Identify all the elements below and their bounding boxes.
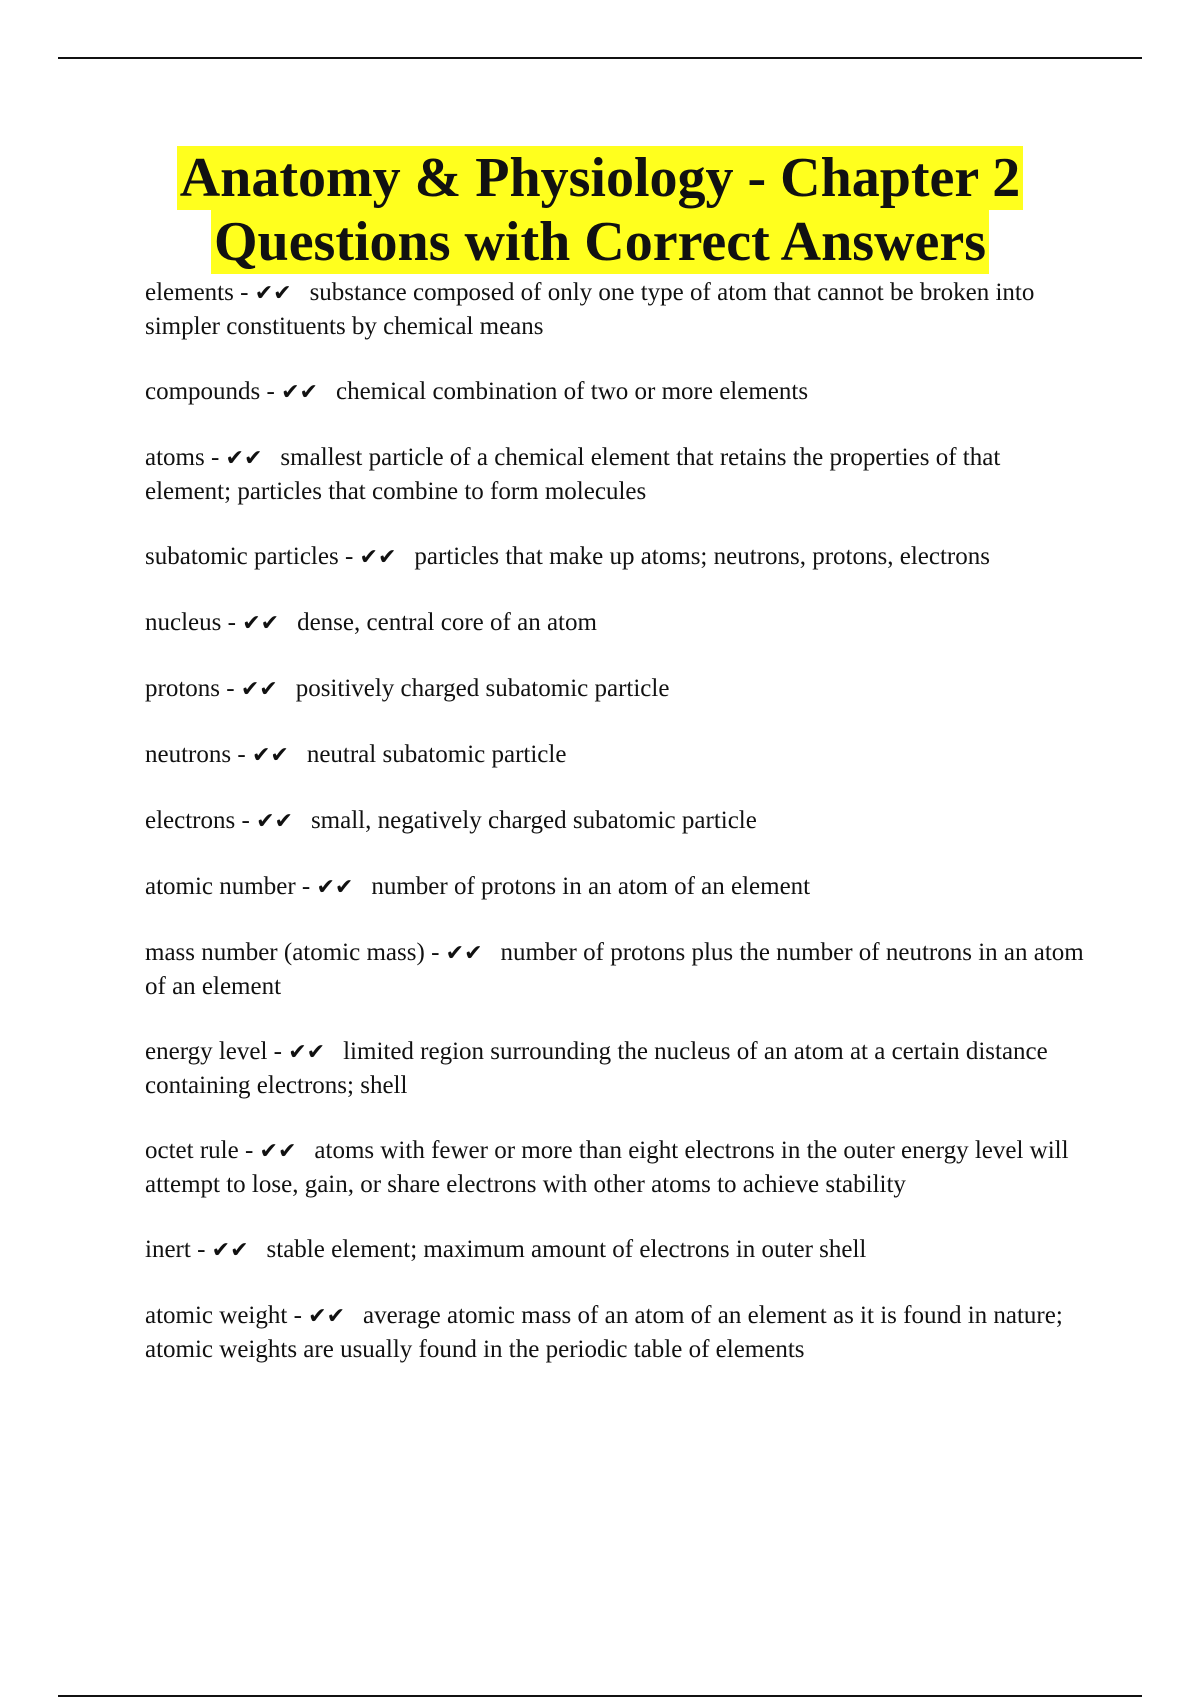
entry-term: neutrons: [145, 741, 232, 768]
entry-separator: -: [233, 279, 255, 306]
entry-inert: [145, 1233, 1090, 1267]
entry-separator: -: [295, 873, 317, 900]
entry-electrons: [145, 804, 1090, 838]
check-icon: ✔✔: [259, 1139, 297, 1164]
check-icon: ✔✔: [251, 743, 289, 768]
entry-definition: neutral subatomic particle: [306, 741, 567, 768]
entry-separator: -: [235, 807, 257, 834]
check-icon: ✔✔: [308, 1304, 346, 1329]
entry-definition: number of protons plus the number of neutrons in an atom of an element: [145, 939, 1084, 1000]
entry-definition: number of protons in an atom of an element: [371, 873, 811, 900]
entry-separator: -: [190, 1236, 212, 1263]
entry-definition: chemical combination of two or more elements: [335, 378, 809, 405]
check-icon: ✔✔: [242, 611, 280, 636]
entry-definition: small, negatively charged subatomic particle: [310, 807, 757, 834]
entry-term: protons: [145, 675, 220, 702]
check-icon: ✔✔: [256, 809, 293, 834]
entry-term: electrons: [145, 807, 236, 834]
entry-compounds: [145, 375, 1090, 409]
entry-separator: -: [260, 378, 282, 405]
entry-term: atomic number: [145, 873, 296, 900]
entry-definition: limited region surrounding the nucleus of an atom at a certain distance containing electrons; shell: [145, 1038, 1048, 1099]
entry-atoms: [145, 441, 1090, 508]
check-icon: ✔✔: [225, 446, 263, 471]
entry-separator: -: [220, 675, 241, 702]
title-line-2: Questions with Correct Answers: [211, 210, 989, 274]
check-icon: ✔✔: [359, 545, 397, 570]
entry-atomic-number: [145, 870, 1090, 904]
entry-energy-level: [145, 1035, 1090, 1102]
entry-separator: -: [238, 1137, 260, 1164]
entry-definition: stable element; maximum amount of electrons in outer shell: [266, 1236, 867, 1263]
entry-atomic-weight: [145, 1299, 1090, 1366]
entry-definition: substance composed of only one type of atom that cannot be broken into simpler constituents by chemical means: [145, 279, 1035, 340]
entry-term: octet rule: [145, 1137, 239, 1164]
check-icon: ✔✔: [240, 677, 278, 702]
entry-term: nucleus: [145, 609, 222, 636]
entry-term: mass number (atomic mass): [145, 939, 425, 966]
check-icon: ✔✔: [254, 281, 292, 306]
entry-separator: -: [231, 741, 252, 768]
entry-term: subatomic particles: [145, 543, 339, 570]
entry-separator: -: [267, 1038, 289, 1065]
check-icon: ✔✔: [211, 1238, 249, 1263]
entry-elements: [145, 276, 1090, 343]
entry-term: atomic weight: [145, 1302, 288, 1329]
entry-definition: average atomic mass of an atom of an element as it is found in nature; atomic weights are usually found in the periodic table of elements: [145, 1302, 1063, 1363]
bottom-rule: [58, 1695, 1142, 1697]
check-icon: ✔✔: [281, 380, 318, 405]
entry-neutrons: [145, 738, 1090, 772]
top-rule: [58, 57, 1142, 59]
entry-list: [145, 276, 1090, 1398]
entry-definition: positively charged subatomic particle: [295, 675, 670, 702]
check-icon: ✔✔: [445, 941, 483, 966]
entry-term: energy level: [145, 1038, 268, 1065]
entry-separator: -: [424, 939, 446, 966]
entry-mass-number: [145, 936, 1090, 1003]
entry-term: inert: [145, 1236, 191, 1263]
title-line-1: Anatomy & Physiology - Chapter 2: [177, 146, 1024, 210]
entry-nucleus: [145, 606, 1090, 640]
entry-separator: -: [287, 1302, 309, 1329]
entry-separator: -: [204, 444, 226, 471]
check-icon: ✔✔: [316, 875, 354, 900]
entry-subatomic-particles: [145, 540, 1090, 574]
entry-term: compounds: [145, 378, 261, 405]
entry-definition: atoms with fewer or more than eight electrons in the outer energy level will attempt to lose, gain, or share electrons with other atoms to achieve stability: [145, 1137, 1069, 1198]
entry-separator: -: [221, 609, 243, 636]
entry-definition: smallest particle of a chemical element that retains the properties of that element; particles that combine to form molecules: [145, 444, 1001, 505]
document-title: [0, 146, 1200, 274]
entry-term: atoms: [145, 444, 205, 471]
entry-term: elements: [145, 279, 234, 306]
entry-definition: particles that make up atoms; neutrons, protons, electrons: [414, 543, 990, 570]
check-icon: ✔✔: [288, 1040, 326, 1065]
entry-octet-rule: [145, 1134, 1090, 1201]
entry-protons: [145, 672, 1090, 706]
entry-separator: -: [338, 543, 360, 570]
entry-definition: dense, central core of an atom: [297, 609, 597, 636]
